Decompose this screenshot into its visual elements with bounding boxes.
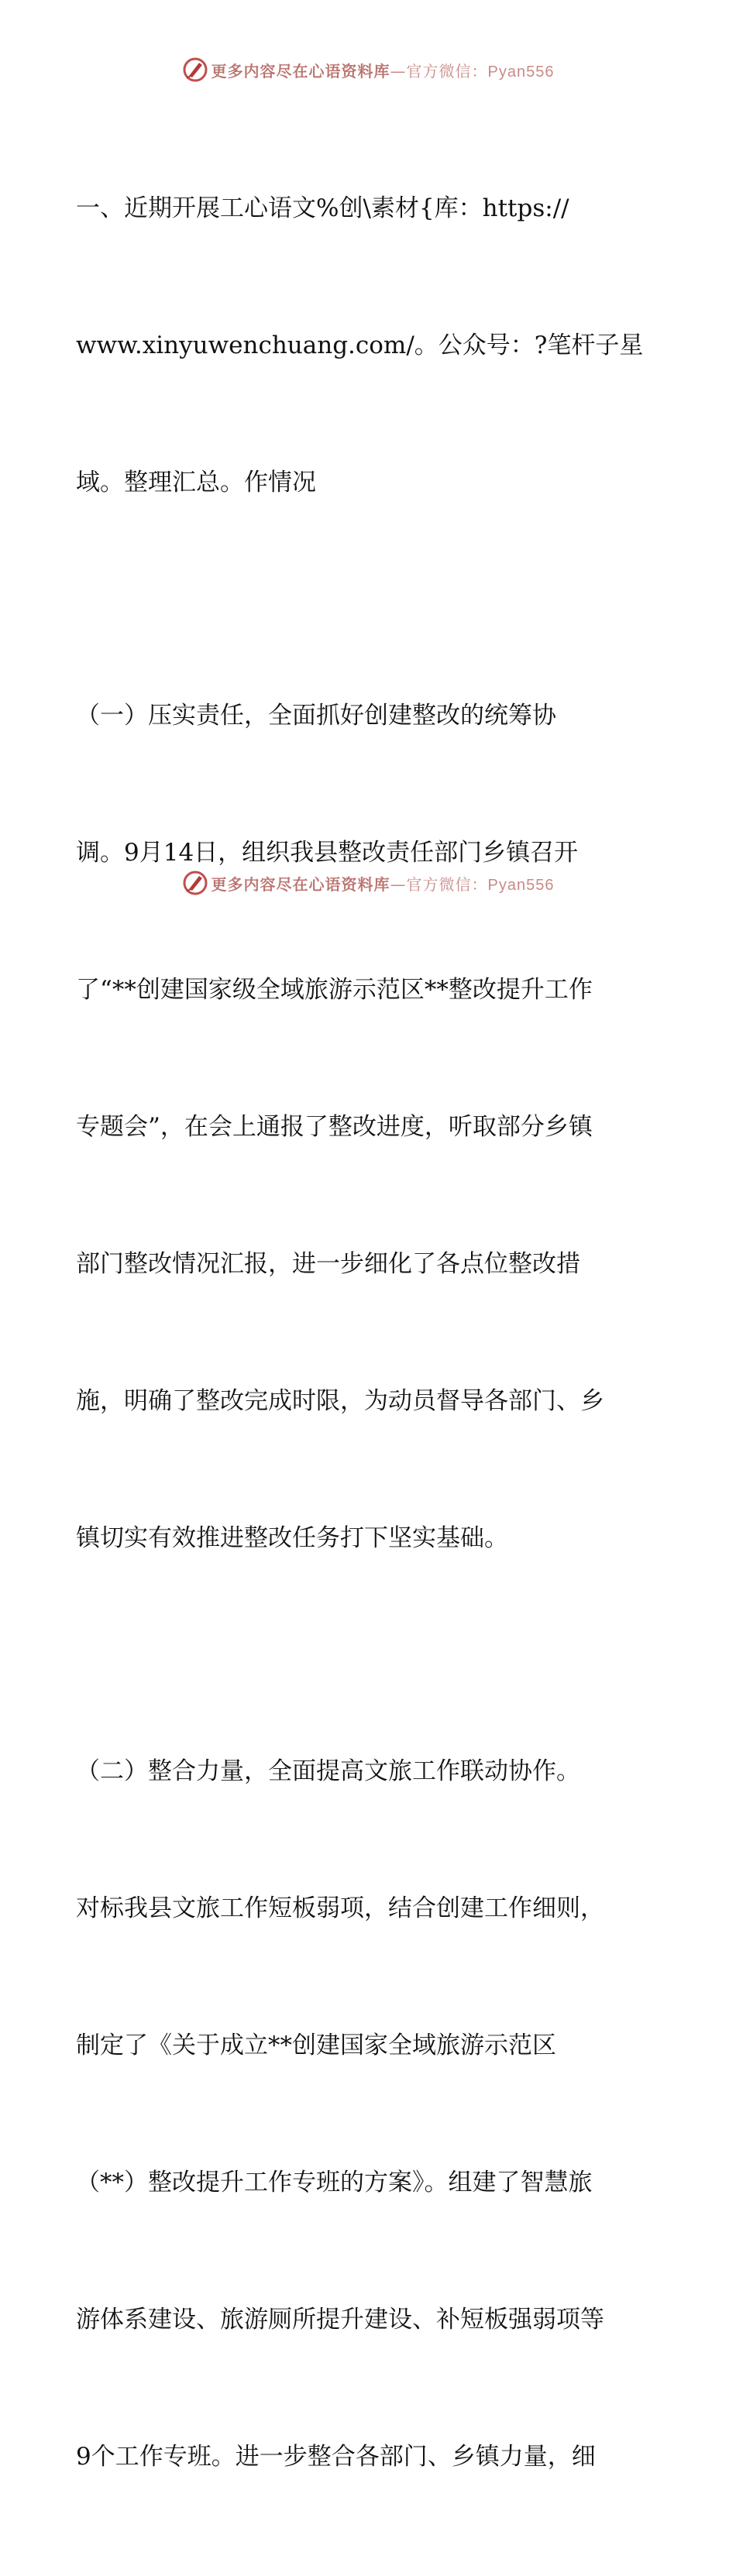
footer-watermark-banner bbox=[0, 867, 736, 898]
text-line: 了“**创建国家级全域旅游示范区**整改提升工作 bbox=[76, 976, 593, 1004]
watermark-wechat-label: 官方微信： bbox=[406, 61, 488, 81]
text-line: 一、近期开展工心语文%创\素材{库：https:// bbox=[76, 194, 569, 222]
watermark-wechat-id: Pyan556 bbox=[487, 63, 555, 81]
header-watermark-banner bbox=[0, 54, 736, 85]
document-body bbox=[76, 94, 665, 2576]
text-line: 调。9月14日，组织我县整改责任部门乡镇召开 bbox=[76, 839, 579, 867]
text-line: （二）整合力量，全面提高文旅工作联动协作。 bbox=[76, 1757, 580, 1785]
text-line: 施，明确了整改完成时限，为动员督导各部门、乡 bbox=[76, 1387, 604, 1415]
paragraph-item-one bbox=[76, 602, 665, 1653]
watermark-site-text: 更多内容尽在心语资料库 bbox=[211, 874, 390, 894]
watermark-dash: — bbox=[390, 61, 407, 81]
text-line: （**）整改提升工作专班的方案》。组建了智慧旅 bbox=[76, 2169, 593, 2196]
watermark-dash: — bbox=[390, 874, 407, 894]
text-line: （一）压实责任，全面抓好创建整改的统筹协 bbox=[76, 702, 556, 730]
watermark-wechat-id: Pyan556 bbox=[487, 876, 555, 894]
text-line: 游体系建设、旅游厕所提升建设、补短板强弱项等 bbox=[76, 2306, 604, 2334]
paragraph-item-two bbox=[76, 1657, 665, 2571]
text-line: 部门整改情况汇报，进一步细化了各点位整改措 bbox=[76, 1250, 580, 1278]
watermark-site-text: 更多内容尽在心语资料库 bbox=[211, 61, 390, 81]
text-line: 对标我县文旅工作短板弱项，结合创建工作细则， bbox=[76, 1894, 604, 1922]
text-line: 制定了《关于成立**创建国家全域旅游示范区 bbox=[76, 2032, 556, 2059]
watermark-wechat-label: 官方微信： bbox=[406, 874, 488, 894]
quill-logo-icon bbox=[182, 57, 208, 83]
text-line: www.xinyuwenchuang.com/。公众号：?笔杆子星 bbox=[76, 331, 644, 359]
text-line: 镇切实有效推进整改任务打下坚实基础。 bbox=[76, 1524, 508, 1552]
text-line: 域。整理汇总。作情况 bbox=[76, 469, 316, 496]
text-line: 专题会”，在会上通报了整改进度，听取部分乡镇 bbox=[76, 1113, 593, 1141]
text-line: 9个工作专班。进一步整合各部门、乡镇力量，细 bbox=[76, 2443, 596, 2471]
paragraph-section-one bbox=[76, 94, 665, 597]
quill-logo-icon bbox=[182, 870, 208, 896]
